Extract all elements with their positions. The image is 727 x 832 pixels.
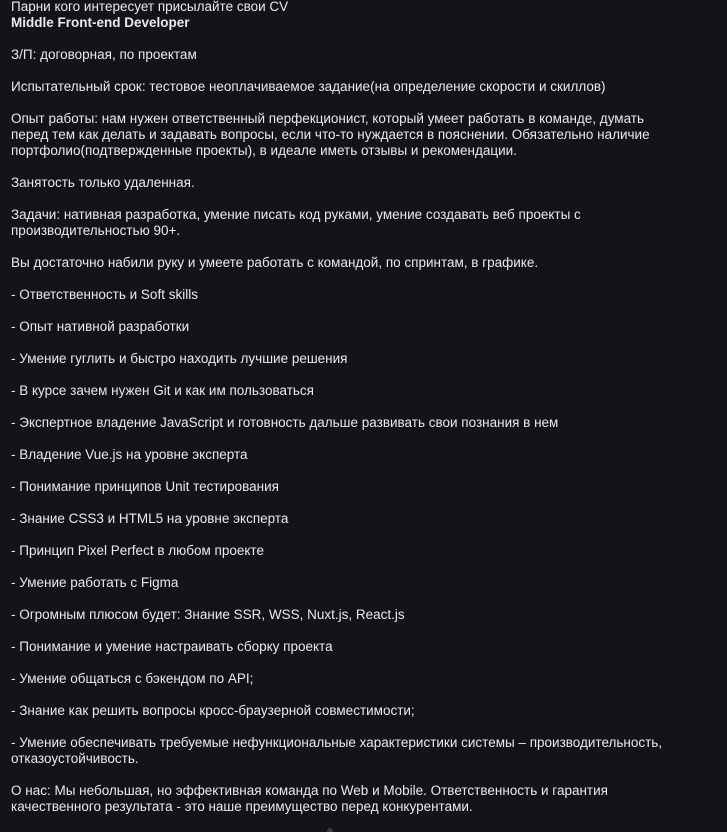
tasks-line: Задачи: нативная разработка, умение писать код руками, умение создавать веб проекты с (11, 207, 581, 222)
probation-text: Испытательный срок: тестовое неоплачиваемое задание(на определение скорости и скиллов) (11, 79, 606, 94)
experience-line: портфолио(подтвержденные проекты), в идеале иметь отзывы и рекомендации. (11, 143, 517, 158)
list-item: - Знание CSS3 и HTML5 на уровне эксперта (11, 511, 289, 526)
list-item: - В курсе зачем нужен Git и как им пользоваться (11, 383, 314, 398)
list-item: - Понимание и умение настраивать сборку проекта (11, 639, 333, 654)
about-line: качественного результата - это наше преимущество перед конкурентами. (11, 799, 473, 814)
list-item: - Опыт нативной разработки (11, 319, 190, 334)
scroll-indicator (327, 828, 333, 832)
salary-text: З/П: договорная, по проектам (11, 47, 197, 62)
about-paragraph (11, 783, 711, 815)
list-item: - Умение общаться с бэкендом по API; (11, 671, 254, 686)
tasks-paragraph (11, 207, 711, 239)
tasks-line: производительностью 90+. (11, 223, 181, 238)
experience-line: перед тем как делать и задавать вопросы, если что-то нуждается в пояснении. Обязательно наличие (11, 127, 650, 142)
experience-paragraph (11, 111, 711, 159)
list-item: - Экспертное владение JavaScript и готовность дальше развивать свои познания в нем (11, 415, 559, 430)
experience-line: Опыт работы: нам нужен ответственный перфекционист, который умеет работать в команде, думать (11, 111, 644, 126)
list-item-line: - Умение обеспечивать требуемые нефункциональные характеристики системы – производительность, (11, 735, 663, 750)
list-item-line: отказоустойчивость. (11, 751, 139, 766)
list-item: - Владение Vue.js на уровне эксперта (11, 447, 248, 462)
list-item: - Умение работать с Figma (11, 575, 179, 590)
intro-text: Парни кого интересует присылайте свои CV (11, 0, 289, 14)
list-item: - Принцип Pixel Perfect в любом проекте (11, 543, 264, 558)
list-item: - Знание как решить вопросы кросс-браузерной совместимости; (11, 703, 415, 718)
list-item: - Ответственность и Soft skills (11, 287, 198, 302)
list-item: - Умение гуглить и быстро находить лучшие решения (11, 351, 348, 366)
message-body (11, 0, 711, 815)
skills-intro-text: Вы достаточно набили руку и умеете работать с командой, по спринтам, в графике. (11, 255, 539, 270)
requirements-list (11, 287, 711, 767)
employment-text: Занятость только удаленная. (11, 175, 195, 190)
list-item: - Понимание принципов Unit тестирования (11, 479, 279, 494)
job-title: Middle Front-end Developer (11, 15, 190, 30)
list-item: - Огромным плюсом будет: Знание SSR, WSS, Nuxt.js, React.js (11, 607, 405, 622)
list-item (11, 735, 711, 767)
about-line: О нас: Мы небольшая, но эффективная команда по Web и Mobile. Ответственность и гарантия (11, 783, 608, 798)
